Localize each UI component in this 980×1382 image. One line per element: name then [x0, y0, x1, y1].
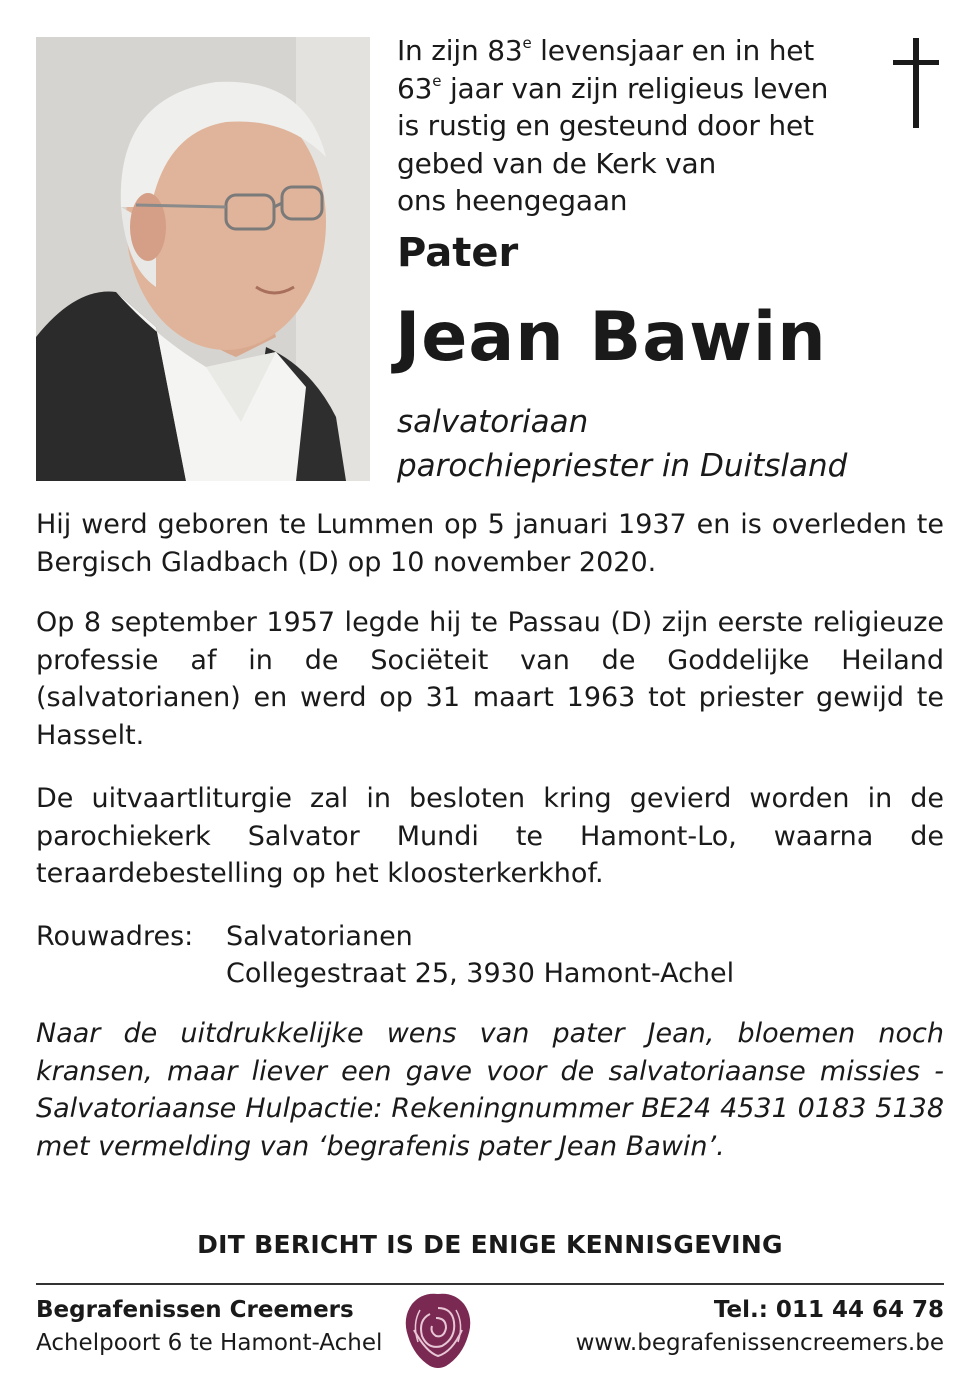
address-label: Rouwadres:	[36, 921, 194, 952]
birth-paragraph: Hij werd geboren te Lummen op 5 januari 1937 en is overleden te Bergisch Gladbach (D) op 10 november 2020.	[36, 509, 944, 578]
role-line-1: salvatoriaan	[397, 404, 589, 440]
phone-number: Tel.: 011 44 64 78	[713, 1297, 944, 1323]
portrait-photo	[36, 37, 370, 481]
rose-logo-icon	[402, 1290, 474, 1372]
profession-paragraph: Op 8 september 1957 legde hij te Passau (D) zijn eerste religieuze professie af in de Sociëteit van de Goddelijke Heiland (salvatorianen) en werd op 31 maart 1963 tot priester gewijd te Hasselt.	[36, 607, 944, 751]
mourning-address	[36, 918, 734, 992]
honorific: Pater	[397, 230, 519, 276]
intro-line-1: In zijn 83e levensjaar en in het	[397, 34, 815, 67]
donation-wish: Naar de uitdrukkelijke wens van pater Jean, bloemen noch kransen, maar liever een gave voor de salvatoriaanse missies - Salvatoriaanse Hulpactie: Rekeningnummer BE24 4531 0183 5138 met vermelding van ‘begrafenis pater Jean Bawin’.	[36, 1018, 944, 1162]
intro-line-4: gebed van de Kerk van	[397, 146, 717, 180]
address-line-2: Collegestraat 25, 3930 Hamont-Achel	[226, 958, 735, 989]
intro-line-3: is rustig en gesteund door het	[397, 109, 814, 142]
cross-icon	[893, 38, 939, 128]
company-name: Begrafenissen Creemers	[36, 1297, 354, 1323]
deceased-name: Jean Bawin	[395, 298, 827, 377]
role	[397, 400, 847, 488]
role-line-2: parochiepriester in Duitsland	[397, 448, 848, 484]
company-address: Achelpoort 6 te Hamont-Achel	[36, 1330, 383, 1356]
intro-line-5: ons heengegaan	[397, 184, 628, 217]
website-link[interactable]: www.begrafenissencreemers.be	[575, 1330, 944, 1356]
notice-heading: DIT BERICHT IS DE ENIGE KENNISGEVING	[197, 1230, 783, 1259]
footer-company	[36, 1294, 382, 1360]
footer-divider	[36, 1283, 944, 1285]
footer-contact	[576, 1294, 944, 1360]
intro-line-2: 63e jaar van zijn religieus leven	[397, 71, 829, 105]
funeral-paragraph: De uitvaartliturgie zal in besloten kring gevierd worden in de parochiekerk Salvator Mundi te Hamont-Lo, waarna de teraardebestelling op het kloosterkerkhof.	[36, 783, 944, 889]
address-line-1: Salvatorianen	[226, 921, 413, 952]
intro-text	[397, 32, 867, 220]
